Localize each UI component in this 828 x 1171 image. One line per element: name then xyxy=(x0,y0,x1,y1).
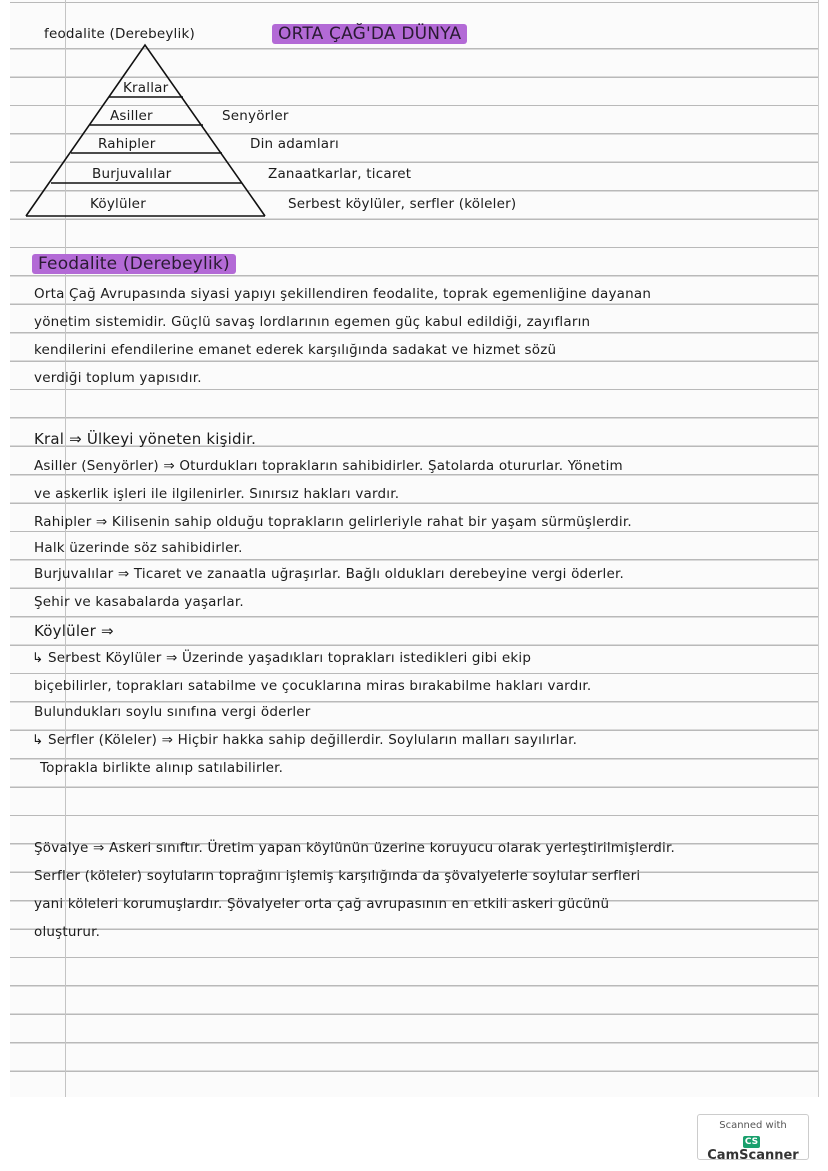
camscanner-watermark xyxy=(697,1114,809,1163)
pyramid-note: Zanaatkarlar, ticaret xyxy=(268,166,412,182)
text-line: Halk üzerinde söz sahibidirler. xyxy=(34,540,243,556)
text-line: Asiller (Senyörler) ⇒ Oturdukları toprakların sahibidirler. Şatolarda otururlar. Yönetim xyxy=(34,458,623,474)
text-line: biçebilirler, toprakları satabilme ve çocuklarına miras bırakabilme hakları vardır. xyxy=(34,678,592,694)
text-line: ↳ Serbest Köylüler ⇒ Üzerinde yaşadıkları toprakları istedikleri gibi ekip xyxy=(32,650,532,666)
text-line: oluşturur. xyxy=(34,924,101,940)
text-line: kendilerini efendilerine emanet ederek karşılığında sadakat ve hizmet sözü xyxy=(34,342,557,358)
text-line: Şövalye ⇒ Askeri sınıftır. Üretim yapan köylünün üzerine koruyucu olarak yerleştirilmişlerdir. xyxy=(34,840,675,856)
pyramid-note: Senyörler xyxy=(222,108,289,124)
pyramid-note: Din adamları xyxy=(250,136,339,152)
pyramid-note: Serbest köylüler, serfler (köleler) xyxy=(288,196,517,212)
text-line: Rahipler ⇒ Kilisenin sahip olduğu toprakların gelirleriyle rahat bir yaşam sürmüşlerdir. xyxy=(34,514,632,530)
page-title: ORTA ÇAĞ'DA DÜNYA xyxy=(272,24,467,44)
text-line: yönetim sistemidir. Güçlü savaş lordlarının egemen güç kabul edildiği, zayıfların xyxy=(34,314,591,330)
pyramid-level: Köylüler xyxy=(90,196,146,212)
text-line: Şehir ve kasabalarda yaşarlar. xyxy=(34,594,244,610)
text-line: Bulundukları soylu sınıfına vergi öderler xyxy=(34,704,311,720)
pyramid-level: Krallar xyxy=(123,80,169,96)
camscanner-logo-icon: CS xyxy=(744,1137,759,1147)
text-line: Serfler (köleler) soyluların toprağını işlemiş karşılığında da şövalyelerle soylular serfleri xyxy=(34,868,641,884)
notebook-page xyxy=(10,0,819,1097)
pyramid-level: Asiller xyxy=(110,108,153,124)
text-line: verdiği toplum yapısıdır. xyxy=(34,370,202,386)
text-line: ↳ Serfler (Köleler) ⇒ Hiçbir hakka sahip değillerdir. Soyluların malları sayılırlar. xyxy=(32,732,578,748)
text-line: ve askerlik işleri ile ilgilenirler. Sınırsız hakları vardır. xyxy=(34,486,400,502)
page-subtitle: feodalite (Derebeylik) xyxy=(44,26,195,42)
text-line: Orta Çağ Avrupasında siyasi yapıyı şekillendiren feodalite, toprak egemenliğine dayanan xyxy=(34,286,652,302)
section-heading: Feodalite (Derebeylik) xyxy=(32,254,236,274)
text-line: yani köleleri korumuşlardır. Şövalyeler orta çağ avrupasının en etkili askeri gücünü xyxy=(34,896,610,912)
text-line: Toprakla birlikte alınıp satılabilirler. xyxy=(40,760,284,776)
pyramid-level: Burjuvalılar xyxy=(92,166,172,182)
text-line: Köylüler ⇒ xyxy=(34,622,114,640)
watermark-brand: CamScanner xyxy=(707,1148,799,1163)
text-line: Burjuvalılar ⇒ Ticaret ve zanaatla uğraşırlar. Bağlı oldukları derebeyine vergi öderler. xyxy=(34,566,625,582)
watermark-caption: Scanned with xyxy=(719,1120,787,1131)
text-line: Kral ⇒ Ülkeyi yöneten kişidir. xyxy=(34,430,257,448)
pyramid-outline xyxy=(26,45,265,216)
pyramid-level: Rahipler xyxy=(98,136,156,152)
